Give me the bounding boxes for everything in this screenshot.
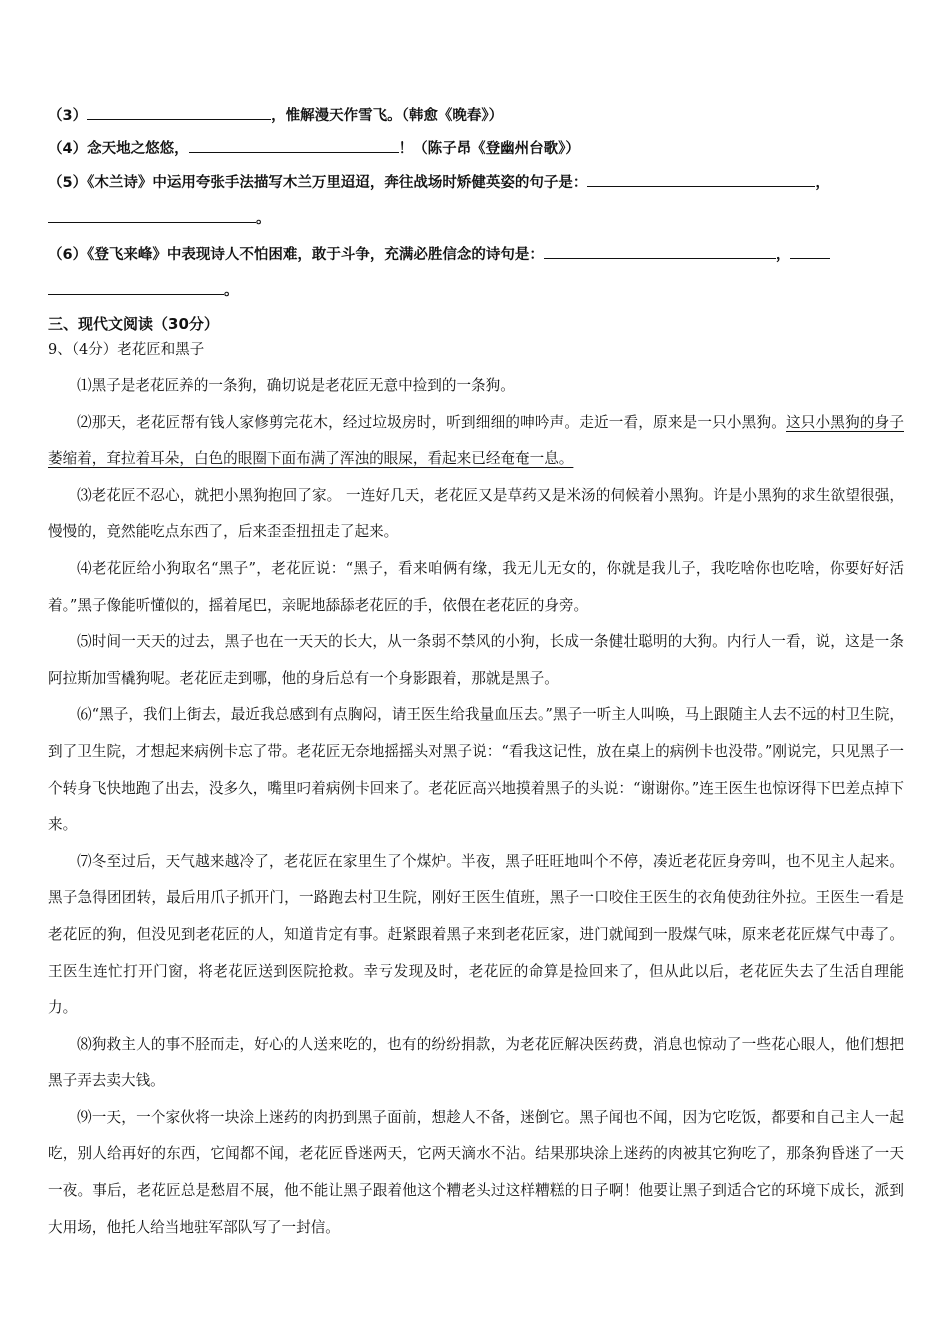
q6-text: （6）《登飞来峰》中表现诗人不怕困难，敢于斗争，充满必胜信念的诗句是： <box>48 247 544 263</box>
q4-answer-blank[interactable] <box>189 137 399 153</box>
fill-blank-q6-line2 <box>48 279 239 301</box>
q5-text: （5）《木兰诗》中运用夸张手法描写木兰万里迢迢，奔往战场时矫健英姿的句子是： <box>48 175 588 191</box>
q4-suffix: ！（陈子昂《登幽州台歌》） <box>398 141 580 157</box>
question-title: 9、（4分）老花匠和黑子 <box>48 342 205 358</box>
paragraph-4: ⑷老花匠给小狗取名“黑子”，老花匠说：“黑子，看来咱俩有缘，我无儿无女的，你就是我儿子，我吃啥你也吃啥，你要好好活着。”黑子像能听懂似的，摇着尾巴，亲昵地舔舔老花匠的手，依偎在老花匠的身旁。 <box>48 559 904 614</box>
q3-answer-blank[interactable] <box>87 104 271 120</box>
q3-prefix: （3） <box>48 108 88 124</box>
paragraph-2-underlined-sentence: 这只小黑狗的身子萎缩着，耷拉着耳朵，白色的眼圈下面布满了浑浊的眼屎，看起来已经奄奄一息。 <box>48 413 904 468</box>
q6-answer-blank-2b[interactable] <box>48 279 224 295</box>
reading-passage <box>48 368 904 1246</box>
q3-suffix: ，惟解漫天作雪飞。（韩愈《晚春》） <box>271 108 504 124</box>
paragraph-9: ⑼一天，一个家伙将一块涂上迷药的肉扔到黑子面前，想趁人不备，迷倒它。黑子闻也不闻，因为它吃饭，都要和自己主人一起吃，别人给再好的东西，它闻都不闻，老花匠昏迷两天，它两天滴水不沾。结果那块涂上迷药的肉被其它狗吃了，那条狗昏迷了一天一夜。事后，老花匠总是愁眉不展，他不能让黑子跟着他这个糟老头过这样糟糕的日子啊！他要让黑子到适合它的环境下成长，派到大用场，他托人给当地驻军部队写了一封信。 <box>48 1108 904 1236</box>
paragraph-3: ⑶老花匠不忍心，就把小黑狗抱回了家。 一连好几天，老花匠又是草药又是米汤的伺候着小黑狗。许是小黑狗的求生欲望很强，慢慢的，竟然能吃点东西了，后来歪歪扭扭走了起来。 <box>48 486 904 541</box>
q4-prefix: （4）念天地之悠悠， <box>48 141 189 157</box>
q5-end: 。 <box>256 211 271 227</box>
paragraph-2 <box>48 405 904 478</box>
fill-blank-q4 <box>48 137 580 159</box>
paragraph-6: ⑹“黑子，我们上街去，最近我总感到有点胸闷，请王医生给我量血压去。”黑子一听主人叫唤，马上跟随主人去不远的村卫生院，到了卫生院，才想起来病例卡忘了带。老花匠无奈地摇摇头对黑子说：“看我这记性，放在桌上的病例卡也没带。”刚说完，只见黑子一个转身飞快地跑了出去，没多久，嘴里叼着病例卡回来了。老花匠高兴地摸着黑子的头说：“谢谢你。”连王医生也惊讶得下巴差点掉下来。 <box>48 706 904 834</box>
q6-separator: ， <box>775 247 791 263</box>
fill-blank-q3 <box>48 104 503 126</box>
fill-blank-q5-line2 <box>48 207 271 229</box>
q5-separator: ， <box>815 175 830 191</box>
paragraph-5: ⑸时间一天天的过去，黑子也在一天天的长大，从一条弱不禁风的小狗，长成一条健壮聪明的大狗。内行人一看，说，这是一条阿拉斯加雪橇狗呢。老花匠走到哪，他的身后总有一个身影跟着，那就是黑子。 <box>48 633 904 687</box>
q6-answer-blank-1[interactable] <box>544 243 776 259</box>
paragraph-8: ⑻狗救主人的事不胫而走，好心的人送来吃的，也有的纷纷捐款，为老花匠解决医药费，消息也惊动了一些花心眼人，他们想把黑子弄去卖大钱。 <box>48 1035 904 1090</box>
paragraph-7: ⑺冬至过后，天气越来越冷了，老花匠在家里生了个煤炉。半夜，黑子旺旺地叫个不停，凑近老花匠身旁叫，也不见主人起来。黑子急得团团转，最后用爪子抓开门，一路跑去村卫生院，刚好王医生值班，黑子一口咬住王医生的衣角使劲往外拉。王医生一看是老花匠的狗，但没见到老花匠的人，知道肯定有事。赶紧跟着黑子来到老花匠家，进门就闻到一股煤气味，原来老花匠煤气中毒了。王医生连忙打开门窗，将老花匠送到医院抢救。幸亏发现及时，老花匠的命算是捡回来了，但从此以后，老花匠失去了生活自理能力。 <box>48 852 904 1017</box>
q6-answer-blank-2a[interactable] <box>790 243 830 259</box>
fill-blank-q5-line1 <box>48 171 830 193</box>
section-heading: 三、现代文阅读（30分） <box>48 315 219 333</box>
paragraph-2-text: ⑵那天，老花匠帮有钱人家修剪完花木，经过垃圾房时，听到细细的呻吟声。走近一看，原来是一只小黑狗。 <box>77 413 786 431</box>
q5-answer-blank-1[interactable] <box>587 171 815 187</box>
q5-answer-blank-2[interactable] <box>48 207 256 223</box>
paragraph-1: ⑴黑子是老花匠养的一条狗，确切说是老花匠无意中捡到的一条狗。 <box>77 377 515 394</box>
q6-end: 。 <box>224 283 239 299</box>
fill-blank-q6-line1 <box>48 243 830 265</box>
